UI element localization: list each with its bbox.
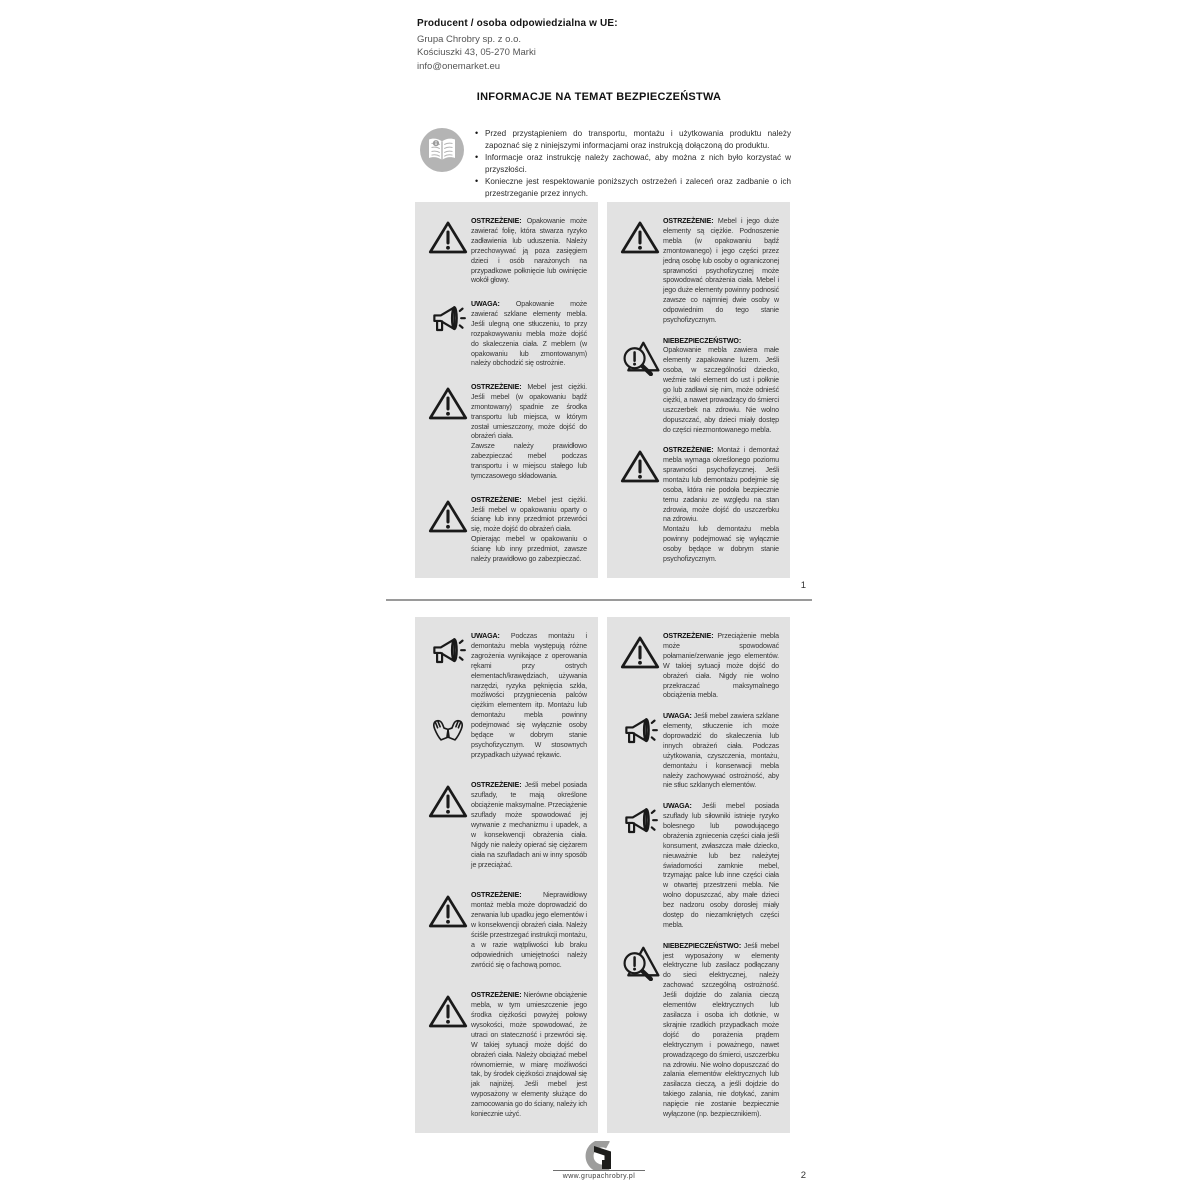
- warning-text: Jeśli mebel jest wyposażony w elementy elektryczne lub zasilacz podłączany do sieci elektrycznej, należy zachować szczególną ostrożność. Jeśli dojdzie do zalania cieczą elementów elektrycznych lub zasilacza i osoba ich dotknie, w skrajnie rzadkich przypadkach może dojść do porażenia prądem elektrycznym i poważnego, nawet prowadzącego do śmierci, uszczerbku na zdrowiu. Nie wolno dopuszczać do zalania elementów elektrycznych lub zasilacza cieczą, a jeśli dojdzie do takiego zalania, nie dotykać, zanim napięcie nie zostanie bezpiecznie wyłączone (np. bezpiecznikiem).: [663, 941, 779, 1119]
- megaphone-icon: [620, 713, 660, 751]
- warning-label: OSTRZEŻENIE:: [471, 781, 522, 790]
- warning-triangle-icon: [428, 384, 468, 422]
- warning-label: NIEBEZPIECZEŃSTWO:: [663, 941, 742, 950]
- warning-label: OSTRZEŻENIE:: [471, 495, 522, 504]
- gloves-icon: [430, 715, 466, 747]
- warning-label: OSTRZEŻENIE:: [471, 991, 522, 1000]
- intro-bullet: • Informacje oraz instrukcję należy zachować, aby można z nich było korzystać w przyszłości.: [474, 152, 791, 175]
- warning-label: NIEBEZPIECZEŃSTWO:: [663, 336, 742, 345]
- warning-text: Opakowanie mebla zawiera małe elementy zapakowane luzem. Jeśli osoba, w szczególności dziecko, weźmie taki element do ust i połknie go lub zadławi się nim, może odnieść ciężki, a nawet prowadzący do śmierci uszczerbek na zdrowiu. Nie wolno dopuszczać, aby dzieci miały dostęp do części niezmontowanego mebla.: [663, 346, 779, 434]
- warning-triangle-icon: [428, 782, 468, 820]
- warning-text: Podczas montażu i demontażu mebla występują różne zagrożenia wynikające z operowania rękami przy ostrych elementach/krawędziach, używania narzędzi, ryzyka pęknięcia szkła, możliwości przygniecenia palców ciężkim elementem itp. Montażu lub demontażu mebla powinny podejmować się wyłącznie osoby będące w dobrym stanie psychofizycznym. W stosownych przypadkach używać rękawic.: [471, 632, 587, 759]
- intro-bullet: • Przed przystąpieniem do transportu, montażu i użytkowania produktu należy zapoznać się z niniejszymi informacjami oraz instrukcją dołączoną do produktu.: [474, 128, 791, 151]
- warning-text-2: Montażu lub demontażu mebla powinny podejmować się wyłącznie osoby będące w dobrym stanie psychofizycznym.: [663, 525, 779, 564]
- intro-bullet: • Konieczne jest respektowanie poniższych ostrzeżeń i zaleceń oraz zadbanie o ich przestrzeganie przez innych.: [474, 176, 791, 199]
- warning-item: [616, 337, 779, 436]
- warning-column-left: [415, 202, 598, 578]
- warning-item: [424, 781, 587, 870]
- warning-item: [616, 942, 779, 1120]
- warning-triangle-icon: [620, 633, 660, 671]
- warning-triangle-icon: [428, 218, 468, 256]
- warning-item: [424, 300, 587, 369]
- warning-text-2: Opierając mebel w opakowaniu o ścianę lub inny przedmiot, zawsze należy prawidłowo go zabezpieczać.: [471, 535, 587, 564]
- danger-magnifier-icon: [620, 338, 660, 376]
- warning-item: [424, 891, 587, 970]
- warning-column-right: [607, 202, 790, 578]
- warning-text: Mebel i jego duże elementy są ciężkie. Podnoszenie mebla (w opakowaniu bądź zmontowanego) i jego części przez jedną osobę lub osoby o ograniczonej sprawności psychofizycznej może spowodować obrażenia ciała. Mebel i jego duże elementy powinny podnosić zawsze co najmniej dwie osoby w odpowiednim do tego stanie psychofizycznym.: [663, 217, 779, 325]
- page-number-1: 1: [800, 580, 806, 591]
- warning-triangle-icon: [428, 497, 468, 535]
- warning-text: Przeciążenie mebla może spowodować połamanie/zerwanie jego elementów. W takiej sytuacji może dojść do obrażeń ciała. Nigdy nie wolno przekraczać maksymalnego obciążenia mebla.: [663, 632, 779, 700]
- warning-text: Nieprawidłowy montaż mebla może doprowadzić do zerwania lub upadku jego elementów i w konsekwencji obrażeń ciała. Należy ściśle przestrzegać instrukcji montażu, a w razie wątpliwości lub braku odpowiednich umiejętności należy zwrócić się o fachową pomoc.: [471, 891, 587, 969]
- warning-label: OSTRZEŻENIE:: [471, 217, 522, 225]
- warning-item: [616, 632, 779, 701]
- warning-item: [616, 712, 779, 791]
- warning-text-2: Zawsze należy prawidłowo zabezpieczać mebel podczas transportu i w miejscu stałego lub tymczasowego składowania.: [471, 442, 587, 481]
- warning-label: UWAGA:: [471, 299, 500, 308]
- warning-triangle-icon: [428, 992, 468, 1030]
- warning-column-right: [607, 617, 790, 1133]
- warning-item: [616, 802, 779, 931]
- open-book-icon: [419, 127, 465, 173]
- page-divider: [386, 599, 812, 601]
- megaphone-icon: [428, 633, 468, 671]
- warning-text: Mebel jest ciężki. Jeśli mebel (w opakowaniu bądź zmontowany) spadnie ze środka transportu lub miejsca, w którym został umieszczony, może dojść do obrażeń ciała.: [471, 382, 588, 441]
- producer-address: Kościuszki 43, 05-270 Marki: [417, 47, 536, 58]
- grupa-chrobry-logo: [580, 1141, 616, 1171]
- megaphone-icon: [428, 301, 468, 339]
- footer-website: www.grupachrobry.pl: [553, 1170, 645, 1180]
- megaphone-icon: [620, 803, 660, 841]
- warning-item: [424, 632, 587, 761]
- page-number-2: 2: [800, 1170, 806, 1181]
- warning-text: Jeśli mebel posiada szuflady, te mają określone obciążenie maksymalne. Przeciążenie szuflady może spowodować jej wyrwanie z mechanizmu i upadek, a w konsekwencji obrażenia ciała. Nigdy nie należy opierać się ciężarem ciała na szufladach ani w inny sposób je przeciążać.: [471, 781, 587, 869]
- warning-label: OSTRZEŻENIE:: [471, 382, 522, 391]
- warning-triangle-icon: [428, 892, 468, 930]
- warning-label: OSTRZEŻENIE:: [663, 446, 714, 455]
- warning-text: Mebel jest ciężki. Jeśli mebel w opakowaniu oparty o ścianę lub inny przedmiot przewróci się, może dojść do obrażeń ciała.: [471, 495, 588, 534]
- producer-label: Producent / osoba odpowiedzialna w UE:: [417, 18, 618, 29]
- warning-triangle-icon: [620, 218, 660, 256]
- warning-item: [616, 446, 779, 565]
- producer-email: info@onemarket.eu: [417, 60, 501, 72]
- warning-item: [424, 991, 587, 1120]
- warning-item: [424, 383, 587, 482]
- warning-label: OSTRZEŻENIE:: [663, 217, 714, 225]
- warning-label: UWAGA:: [471, 632, 500, 640]
- warning-item: [424, 496, 587, 565]
- warning-item: [424, 217, 587, 286]
- warning-label: UWAGA:: [663, 802, 692, 811]
- warning-text: Jeśli mebel posiada szuflady lub siłowniki istnieje ryzyko bolesnego lub powodującego obrażenia zgniecenia części ciała jeśli konsument, zwłaszcza małe dziecko, nieuważnie lub bez należytej świadomości zamknie mebel, trzymając palce lub inne części ciała w otwartej przestrzeni mebla. Nie wolno dopuszczać, aby małe dzieci bez nadzoru osoby dorosłej miały dostęp do niezamkniętych części mebla.: [663, 802, 779, 929]
- warning-label: OSTRZEŻENIE:: [663, 632, 714, 640]
- intro-section: [419, 127, 791, 200]
- warning-column-left: [415, 617, 598, 1133]
- warning-sheet-page-2: [415, 617, 790, 1133]
- warning-text: Opakowanie może zawierać szklane elementy mebla. Jeśli ulegną one stłuczeniu, to przy rozpakowywaniu mebla może dojść do skaleczenia ciała. Z meblem (w opakowaniu lub zmontowanym) należy obchodzić się ostrożnie.: [471, 299, 587, 368]
- warning-text: Nierówne obciążenie mebla, w tym umieszczenie jego środka ciężkości powyżej połowy wysokości, może spowodować, że utraci on stateczność i przewróci się. W takiej sytuacji może dojść do obrażeń ciała. Należy obciążać mebel równomiernie, w miarę możliwości tak, by środek ciężkości znajdował się jak najniżej. Jeśli mebel jest wyposażony w elementy służące do zamocowania go do ściany, należy ich koniecznie użyć.: [471, 991, 588, 1119]
- warning-text: Jeśli mebel zawiera szklane elementy, stłuczenie ich może doprowadzić do skaleczenia lub innych obrażeń ciała. Podczas użytkowania, czyszczenia, montażu, demontażu i konserwacji mebla należy zachowywać ostrożność, aby nie stłuc szklanych elementów.: [663, 712, 780, 790]
- warning-label: UWAGA:: [663, 712, 692, 721]
- intro-bullet-list: [474, 128, 791, 200]
- producer-company: Grupa Chrobry sp. z o.o.: [417, 33, 522, 45]
- page-title: INFORMACJE NA TEMAT BEZPIECZEŃSTWA: [476, 91, 722, 103]
- danger-magnifier-icon: [620, 943, 660, 981]
- warning-item: [616, 217, 779, 326]
- warning-triangle-icon: [620, 447, 660, 485]
- warning-text: Opakowanie może zawierać folię, która stwarza ryzyko zadławienia lub uduszenia. Należy przechowywać ją poza zasięgiem dzieci i osób narażonych na przypadkowe połknięcie lub owinięcie wokół głowy.: [471, 217, 587, 285]
- warning-label: OSTRZEŻENIE:: [471, 891, 522, 900]
- warning-text: Montaż i demontaż mebla wymaga określonego poziomu sprawności psychofizycznej. Jeśli montażu lub demontażu podejmie się osoba, która nie podoła bezpiecznie temu zadaniu ze względu na stan zdrowia, może dojść do uszczerbku na zdrowiu.: [663, 446, 779, 524]
- producer-info: [417, 17, 618, 73]
- warning-sheet-page-1: [415, 202, 790, 578]
